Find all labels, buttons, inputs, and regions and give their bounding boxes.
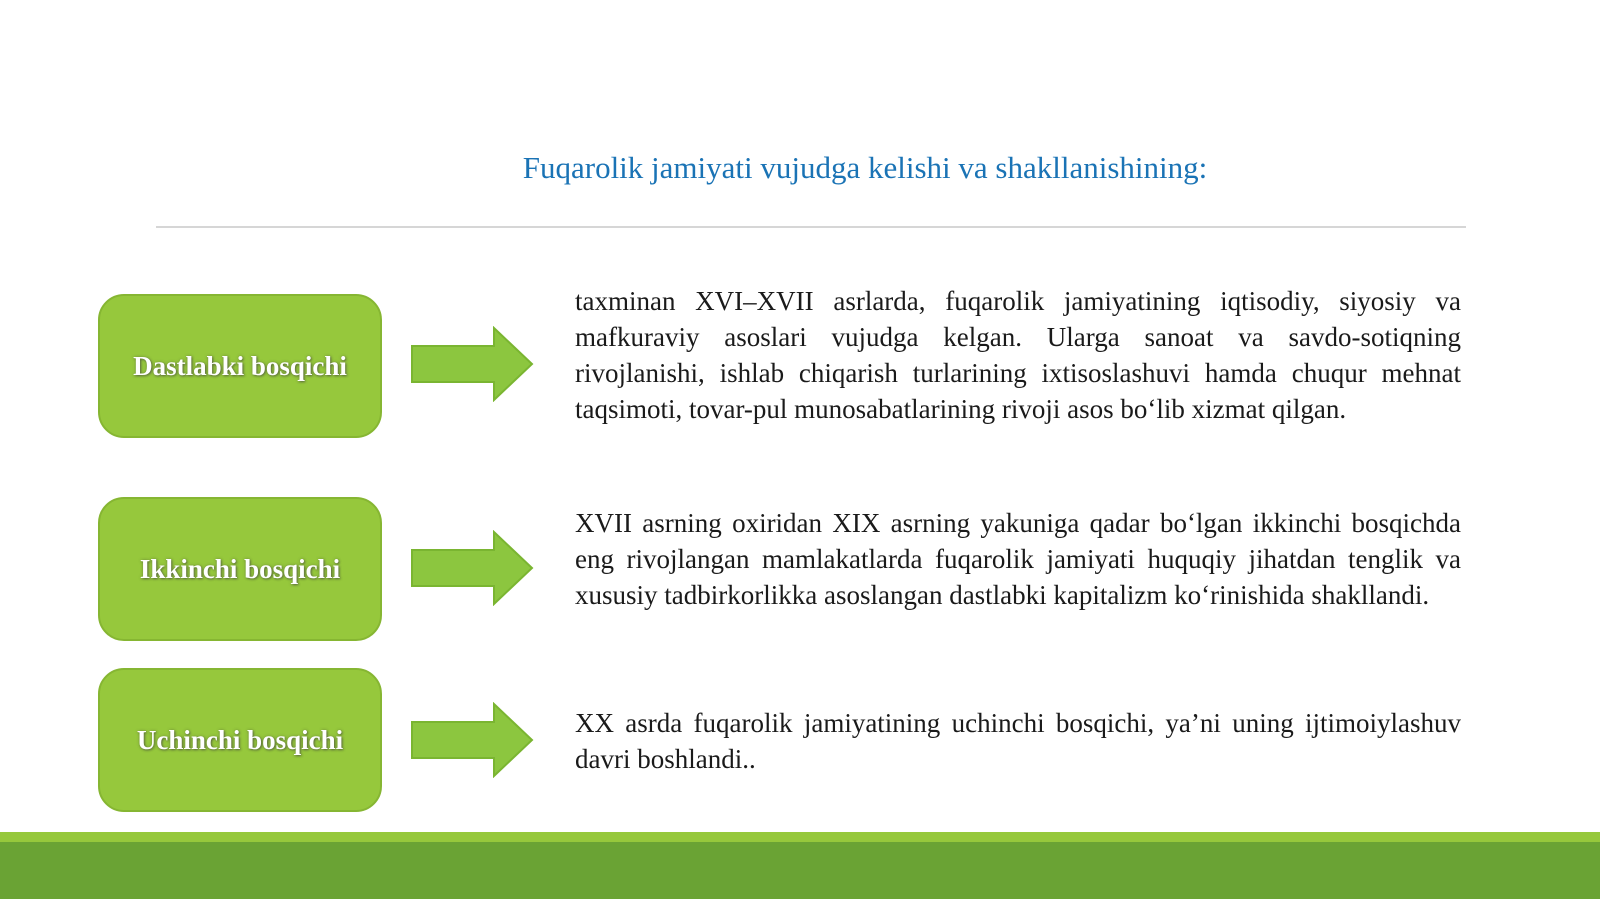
stage-box-ikkinchi xyxy=(98,497,382,641)
footer-bar xyxy=(0,842,1600,899)
stage-box-dastlabki xyxy=(98,294,382,438)
slide-title: Fuqarolik jamiyati vujudga kelishi va shakllanishining: xyxy=(522,150,1208,185)
stage-description: XX asrda fuqarolik jamiyatining uchinchi bosqichi, ya’ni uning ijtimoiylashuv davri boshlandi.. xyxy=(575,708,1461,774)
footer-accent-band xyxy=(0,832,1600,842)
stage-description: XVII asrning oxiridan XIX asrning yakuniga qadar bo‘lgan ikkinchi bosqichda eng rivojlangan mamlakatlarda fuqarolik jamiyati huquqiy jihatdan tenglik va xususiy tadbirkorlikka asoslangan dastlabki kapitalizm ko‘rinishida shakllandi. xyxy=(575,508,1461,610)
stage-box-uchinchi xyxy=(98,668,382,812)
right-arrow-icon xyxy=(410,530,534,606)
stage-label: Dastlabki bosqichi xyxy=(133,350,347,381)
stage-label: Uchinchi bosqichi xyxy=(136,724,344,755)
stage-label: Ikkinchi bosqichi xyxy=(139,553,341,584)
title-divider xyxy=(156,226,1466,228)
right-arrow-icon xyxy=(410,702,534,778)
stage-description: taxminan XVI–XVII asrlarda, fuqarolik jamiyatining iqtisodiy, siyosiy va mafkuraviy asoslari vujudga kelgan. Ularga sanoat va savdo-sotiqning rivojlanishi, ishlab chiqarish turlarining ixtisoslashuvi hamda chuqur mehnat taqsimoti, tovar-pul munosabatlarining rivoji asos bo‘lib xizmat qilgan. xyxy=(575,286,1461,424)
right-arrow-icon xyxy=(410,326,534,402)
